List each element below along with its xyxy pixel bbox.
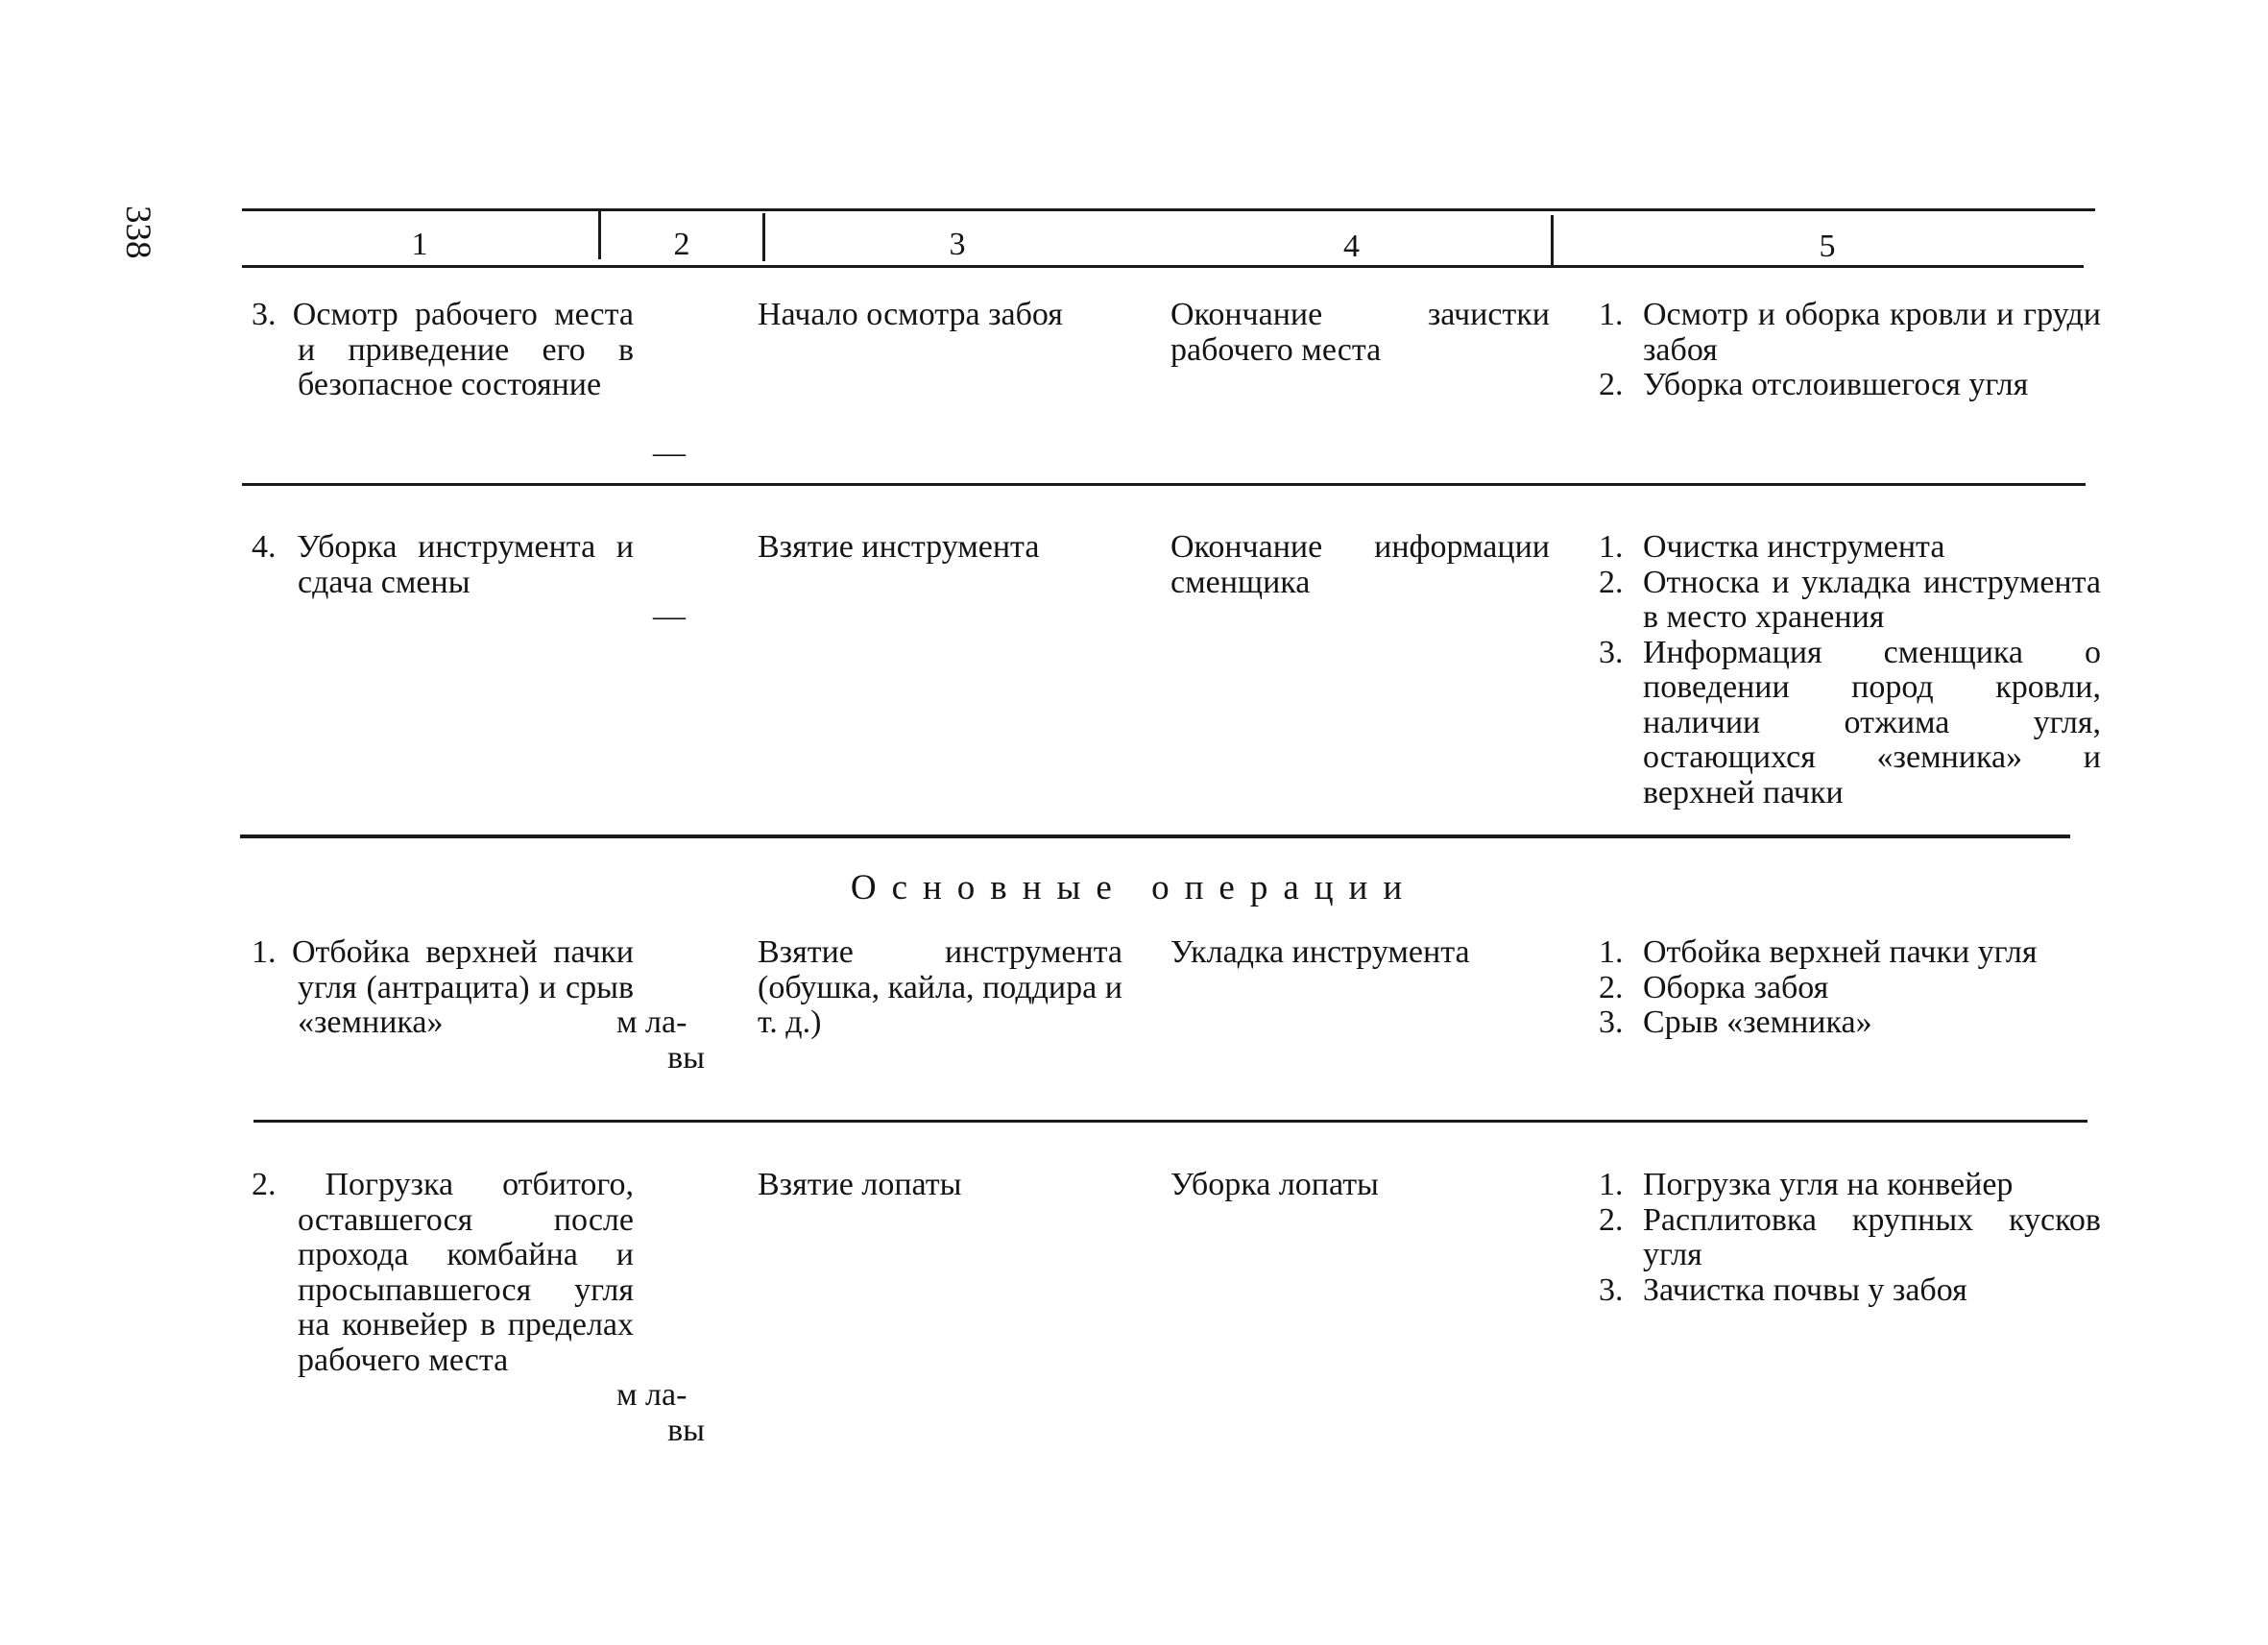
table-top-rule (242, 208, 2095, 211)
header-col-5: 5 (1819, 229, 1836, 264)
row-number: 4. (252, 529, 298, 565)
operation-start: Начало осмотра забоя (758, 297, 1063, 332)
operation-name: Уборка инструмента и сдача смены (297, 529, 635, 600)
operation-elements-list (1597, 1168, 2101, 1308)
table-row-operation (252, 298, 634, 403)
list-item: 3. Зачистка почвы у забоя (1597, 1273, 2101, 1309)
list-item: 1. Очистка инструмента (1597, 530, 2101, 566)
operation-end: Укладка инструмента (1170, 934, 1470, 970)
operation-end: Окончание информации сменщика (1170, 529, 1550, 600)
list-item: 1. Отбойка верхней пачки угля (1597, 935, 2101, 971)
section-title: Основные операции (850, 868, 1418, 907)
unit-line: м ла- (616, 1004, 688, 1040)
header-col-2: 2 (673, 227, 690, 262)
operation-start: Взятие инструмента (обушка, кайла, поддира и т. д.) (758, 934, 1122, 1040)
list-item: 2. Относка и укладка инструмента в место хранения (1597, 566, 2101, 636)
row-separator (253, 1120, 2087, 1123)
operation-name: Осмотр рабочего места и приведение его в безопасное состояние (292, 297, 634, 402)
unit-line: вы (667, 1412, 705, 1448)
list-item: 1. Осмотр и оборка кровли и груди забоя (1597, 298, 2101, 368)
table-row-operation (252, 935, 634, 1041)
norm-dash: — (653, 435, 686, 471)
operation-name: Отбойка верхней пачки угля (антрацита) и срыв «земника» (291, 934, 635, 1040)
table-row-operation (252, 530, 634, 600)
operation-elements-list (1597, 530, 2101, 810)
row-separator (242, 483, 2086, 486)
header-col-3: 3 (949, 227, 966, 262)
list-item: 1. Погрузка угля на конвейер (1597, 1168, 2101, 1203)
operation-elements-list (1597, 935, 2101, 1041)
page-number: 338 (118, 206, 157, 259)
operation-end: Окончание зачистки рабочего места (1170, 297, 1550, 368)
operation-end: Уборка лопаты (1170, 1167, 1379, 1202)
unit-line: м ла- (616, 1377, 688, 1413)
norm-dash: — (653, 598, 686, 634)
row-number: 1. (252, 934, 292, 970)
list-item: 2. Расплитовка крупных кусков угля (1597, 1203, 2101, 1273)
operation-start: Взятие лопаты (758, 1167, 962, 1202)
row-number: 3. (252, 297, 293, 332)
operation-name: Погрузка отбитого, оставшегося после прохода комбайна и просыпавшегося угля на конвейер в пределах рабочего места (298, 1167, 634, 1378)
measure-unit (616, 1378, 705, 1448)
list-item: 3. Срыв «земника» (1597, 1005, 2101, 1041)
header-col-1: 1 (411, 227, 428, 262)
list-item: 2. Оборка забоя (1597, 971, 2101, 1006)
header-col-4: 4 (1343, 229, 1360, 264)
list-item: 3. Информация сменщика о поведении пород кровли, наличии отжима угля, остающихся «земника» и верхней пачки (1597, 636, 2101, 811)
unit-line: вы (667, 1039, 705, 1076)
table-row-operation (252, 1168, 634, 1378)
operation-start: Взятие инструмента (758, 529, 1040, 565)
measure-unit (616, 1005, 705, 1076)
list-item: 2. Уборка отслоившегося угля (1597, 368, 2101, 403)
section-rule (240, 835, 2070, 838)
row-number: 2. (252, 1167, 326, 1202)
header-bottom-rule (242, 265, 2084, 268)
operation-elements-list (1597, 298, 2101, 403)
